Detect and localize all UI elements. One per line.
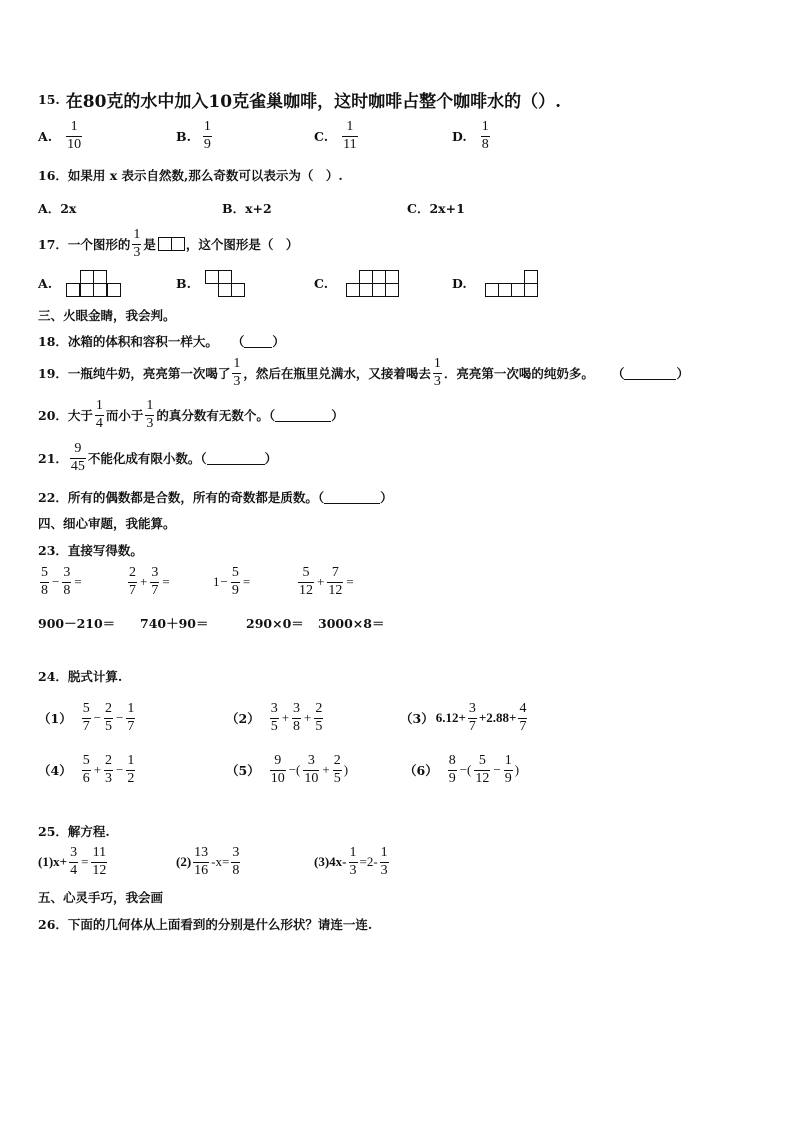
fraction: $\frac{9}{45}$ [70, 441, 85, 474]
answer-blank[interactable] [275, 409, 331, 422]
expression-3: （3） 6.12+ $\frac{3}{7}$ +2.88+ $\frac{4}{7}$ [400, 701, 527, 734]
fraction: $\frac{1}{3}$ [233, 356, 241, 389]
expression-6: （6） $\frac{8}{9}$ −( $\frac{5}{12}$ − $\frac{1}{9}$ ) [404, 753, 520, 786]
question-20: 20．大于 $\frac{1}{4}$ 而小于 $\frac{1}{3}$ 的真分数有无数个。（ ） [38, 398, 344, 431]
section-heading: 四、细心审题，我能算。 [38, 516, 176, 531]
fraction: $\frac{1}{3}$ [433, 356, 441, 389]
answer-blank[interactable] [624, 367, 676, 380]
calc-item: 290×0＝ [246, 616, 304, 631]
question-text: 不能化成有限小数。（ [87, 451, 207, 467]
option-label: C. [314, 276, 329, 291]
answer-blank[interactable] [244, 335, 272, 348]
calc-item: $\frac{5}{12}$ + $\frac{7}{12}$ = [299, 565, 354, 598]
calc-item: 3000×8＝ [318, 616, 385, 631]
expression-4: （4） $\frac{5}{6}$ + $\frac{2}{3}$ − $\frac{1}{2}$ [38, 753, 135, 786]
equation-2: (2) $\frac{13}{16}$ -x= $\frac{3}{8}$ [176, 845, 240, 878]
question-text: ，然后在瓶里兑满水，又接着喝去 [243, 366, 431, 382]
calc-item: 740＋90＝ [140, 616, 209, 631]
option-label: C. [314, 128, 329, 144]
question-18: 18．冰箱的体积和容积一样大。 （ ） [38, 334, 285, 349]
answer-blank[interactable] [324, 491, 380, 504]
fraction: $\frac{1}{9}$ [203, 119, 211, 152]
question-text: 而小于 [105, 408, 144, 424]
fraction: $\frac{1}{3}$ [133, 227, 141, 260]
question-text: 21． [38, 451, 68, 467]
fraction: $\frac{1}{3}$ [146, 398, 154, 431]
question-26: 26．下面的几何体从上面看到的分别是什么形状？请连一连. [38, 917, 373, 932]
section-heading: 三、火眼金睛，我会判。 [38, 308, 176, 323]
section-heading: 五、心灵手巧，我会画 [38, 890, 164, 905]
option-c[interactable] [314, 270, 402, 297]
option-label: D. [452, 128, 467, 144]
question-16: 16．如果用 x 表示自然数,那么奇数可以表示为（ ）. [38, 168, 343, 183]
two-square-figure [158, 237, 184, 251]
question-text: 18．冰箱的体积和容积一样大。 [38, 334, 218, 349]
expression-1: （1） $\frac{5}{7}$ − $\frac{2}{5}$ − $\frac{1}{7}$ [38, 701, 135, 734]
option-b[interactable] [176, 270, 247, 297]
option-label: A. [38, 276, 53, 291]
expression-2: （2） $\frac{3}{5}$ + $\frac{3}{8}$ + $\frac{2}{5}$ [226, 701, 323, 734]
figure-a [66, 270, 122, 297]
question-text: 20．大于 [38, 408, 93, 424]
option-a[interactable] [38, 120, 84, 152]
calc-item: $\frac{2}{7}$ + $\frac{3}{7}$ = [129, 565, 170, 598]
equation-1: (1)x+ $\frac{3}{4}$ = $\frac{11}{12}$ [38, 845, 107, 878]
question-text: 17．一个图形的 [38, 237, 131, 253]
fraction: $\frac{1}{4}$ [95, 398, 103, 431]
calc-item: 900－210＝ [38, 616, 116, 631]
option-label: B. [176, 128, 191, 144]
question-24-title: 24．脱式计算. [38, 669, 123, 684]
figure-b [205, 270, 247, 297]
question-17 [38, 228, 298, 260]
fraction: $\frac{1}{10}$ [67, 119, 82, 152]
equation-3: (3)4x- $\frac{1}{3}$ =2- $\frac{1}{3}$ [314, 845, 388, 878]
option-d[interactable] [452, 270, 541, 297]
question-text: 是 [143, 237, 156, 253]
option-label: A. [38, 128, 53, 144]
question-15 [38, 87, 561, 112]
option-a[interactable]: A．2x [38, 201, 77, 216]
option-c[interactable]: C．2x+1 [407, 201, 465, 216]
option-d[interactable] [452, 120, 492, 152]
question-text: ．亮亮第一次喝的纯奶多。 [443, 366, 594, 382]
expression-5: （5） $\frac{9}{10}$ −( $\frac{3}{10}$ + $\frac{2}{5}$ ) [226, 753, 349, 786]
calc-item: $\frac{5}{8}$ − $\frac{3}{8}$ = [41, 565, 82, 598]
option-a[interactable] [38, 270, 122, 297]
option-b[interactable]: B．x+2 [222, 201, 272, 216]
option-b[interactable] [176, 120, 214, 152]
question-19: 19．一瓶纯牛奶，亮亮第一次喝了 $\frac{1}{3}$ ，然后在瓶里兑满水，又接着喝去 $\frac{1}{3}$ ．亮亮第一次喝的纯奶多。 （ ） [38, 356, 689, 389]
option-label: B. [176, 276, 191, 291]
question-23-title: 23．直接写得数。 [38, 543, 143, 558]
question-21: 21． $\frac{9}{45}$ 不能化成有限小数。（ ） [38, 441, 278, 474]
calc-row [38, 614, 384, 632]
figure-d [485, 270, 541, 297]
question-text: 19．一瓶纯牛奶，亮亮第一次喝了 [38, 366, 231, 382]
option-c[interactable] [314, 120, 360, 152]
calc-item: 1 − $\frac{5}{9}$ = [213, 565, 251, 598]
answer-blank[interactable] [207, 452, 265, 465]
fraction: $\frac{1}{8}$ [481, 119, 489, 152]
question-22: 22．所有的偶数都是合数，所有的奇数都是质数。（ ） [38, 490, 393, 505]
question-25-title: 25．解方程. [38, 824, 110, 839]
option-label: D. [452, 276, 467, 291]
fraction: $\frac{1}{11}$ [343, 119, 357, 152]
question-text: 在80克的水中加入10克雀巢咖啡，这时咖啡占整个咖啡水的（）. [65, 92, 561, 112]
question-number: 15. [38, 92, 60, 107]
figure-c [346, 270, 402, 297]
question-text: ，这个图形是（ ） [185, 237, 299, 253]
question-text: 的真分数有无数个。（ [156, 408, 276, 424]
question-text: 22．所有的偶数都是合数，所有的奇数都是质数。（ [38, 490, 325, 505]
